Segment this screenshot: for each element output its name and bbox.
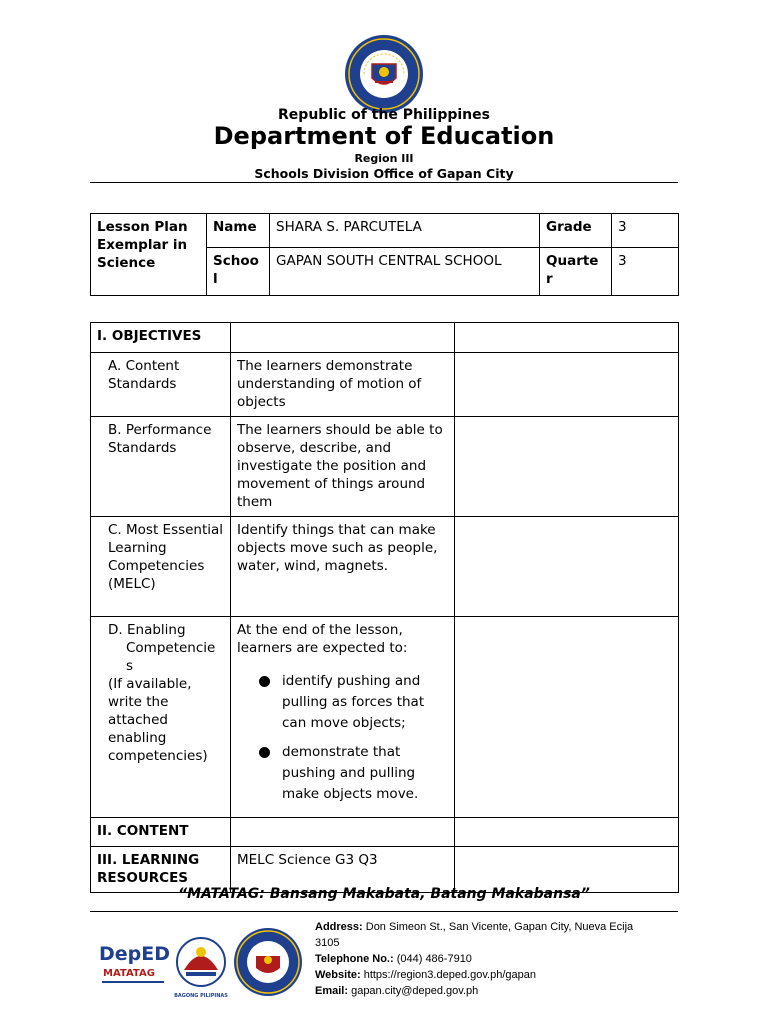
telephone-line: Telephone No.: (044) 486-7910 — [315, 953, 472, 965]
contact-block — [315, 919, 655, 999]
region-heading: Region III — [354, 152, 414, 165]
name-label: Name — [207, 214, 270, 248]
learning-resources-value: MELC Science G3 Q3 — [231, 847, 455, 893]
email-line: Email: gapan.city@deped.gov.ph — [315, 985, 479, 997]
svg-text:BAGONG PILIPINAS: BAGONG PILIPINAS — [174, 993, 228, 999]
motto-text: “MATATAG: Bansang Makabata, Batang Makabansa” — [178, 886, 590, 902]
bullet-icon — [259, 747, 270, 758]
website-link[interactable]: https://region3.deped.gov.ph/gapan — [363, 969, 536, 981]
email-link[interactable]: gapan.city@deped.gov.ph — [351, 985, 479, 997]
school-label: Schoo l — [207, 248, 270, 296]
enabling-competencies-label: D. Enabling Competencie s (If available, write the attached enabling competencies) — [91, 617, 231, 818]
content-heading: II. CONTENT — [91, 818, 231, 847]
content-standards-value: The learners demonstrate understanding of motion of objects — [231, 353, 455, 417]
performance-standards-label: B. Performance Standards — [91, 417, 231, 517]
footer-divider — [90, 911, 678, 912]
enabling-list — [237, 671, 448, 805]
deped-matatag-logo — [99, 943, 170, 983]
sdo-gapan-seal — [234, 928, 302, 996]
enabling-intro: At the end of the lesson, learners are expected to: — [237, 622, 408, 656]
enabling-competencies-value — [231, 617, 455, 818]
address-line: Address: Don Simeon St., San Vicente, Gapan City, Nueva Ecija 3105 — [315, 921, 634, 949]
svg-text:DepED: DepED — [99, 943, 171, 965]
bagong-pilipinas-logo — [174, 938, 228, 999]
svg-text:MATATAG: MATATAG — [103, 968, 155, 979]
deped-seal-logo — [344, 34, 424, 114]
lesson-plan-title: Lesson Plan Exemplar in Science — [91, 214, 207, 296]
website-line: Website: https://region3.deped.gov.ph/gapan — [315, 969, 536, 981]
grade-value: 3 — [612, 214, 679, 248]
content-standards-label: A. Content Standards — [91, 353, 231, 417]
learning-resources-label: III. LEARNING RESOURCES — [91, 847, 231, 893]
department-heading: Department of Education — [213, 122, 555, 150]
lesson-info-table — [90, 213, 679, 296]
melc-label: C. Most Essential Learning Competencies (MELC) — [91, 517, 231, 617]
header-divider — [90, 182, 678, 183]
school-value: GAPAN SOUTH CENTRAL SCHOOL — [270, 248, 540, 296]
melc-value: Identify things that can make objects move such as people, water, wind, magnets. — [231, 517, 455, 617]
bullet-icon — [259, 676, 270, 687]
list-item: demonstrate that pushing and pulling make objects move. — [237, 742, 448, 805]
lesson-plan-table — [90, 322, 679, 893]
objectives-heading: I. OBJECTIVES — [91, 323, 231, 353]
performance-standards-value: The learners should be able to observe, describe, and investigate the position and movement of things around them — [231, 417, 455, 517]
list-item: identify pushing and pulling as forces that can move objects; — [237, 671, 448, 734]
grade-label: Grade — [540, 214, 612, 248]
republic-heading: Republic of the Philippines — [278, 107, 490, 123]
division-heading: Schools Division Office of Gapan City — [254, 166, 514, 181]
name-value: SHARA S. PARCUTELA — [270, 214, 540, 248]
quarter-label: Quarte r — [540, 248, 612, 296]
footer-logos — [96, 922, 306, 1002]
quarter-value: 3 — [612, 248, 679, 296]
